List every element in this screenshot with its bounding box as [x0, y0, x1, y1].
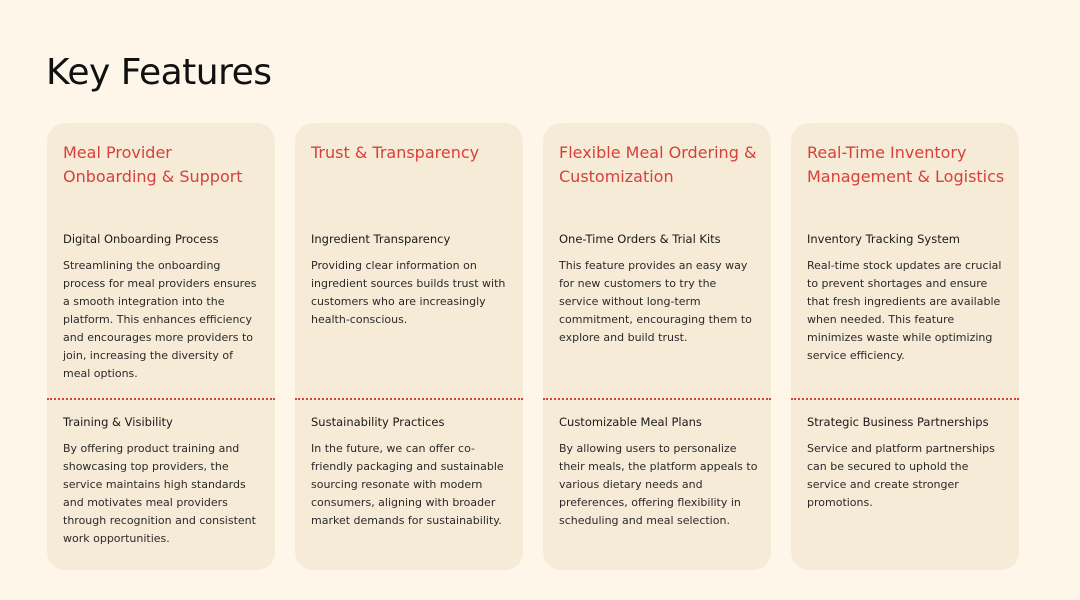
feature-card-trust: [295, 123, 523, 570]
section-text: By offering product training and showcasing top providers, the service maintains high standards and motivates meal providers through recognition and consistent work opportunities.: [63, 442, 256, 545]
feature-section: [559, 414, 759, 530]
section-heading: Training & Visibility: [63, 415, 173, 429]
section-heading: Ingredient Transparency: [311, 232, 451, 246]
section-heading: One-Time Orders & Trial Kits: [559, 232, 721, 246]
card-title: Flexible Meal Ordering & Customization: [559, 143, 757, 186]
card-title: Meal Provider Onboarding & Support: [63, 143, 243, 186]
feature-section: [311, 231, 511, 329]
section-text: Streamlining the onboarding process for meal providers ensures a smooth integration into the platform. This enhances efficiency and encourages more providers to join, increasing the diversity of meal options.: [63, 259, 257, 380]
section-heading: Strategic Business Partnerships: [807, 415, 989, 429]
feature-card-flexible-ordering: [543, 123, 771, 570]
section-heading: Sustainability Practices: [311, 415, 445, 429]
dotted-divider: [47, 398, 275, 400]
section-text: This feature provides an easy way for new customers to try the service without long-term commitment, encouraging them to explore and build trust.: [559, 259, 752, 344]
feature-section: [63, 231, 263, 383]
feature-card-meal-provider: [47, 123, 275, 570]
feature-section: [311, 414, 511, 530]
section-text: In the future, we can offer co-friendly packaging and sustainable sourcing resonate with modern consumers, aligning with broader market demands for sustainability.: [311, 442, 504, 527]
section-heading: Inventory Tracking System: [807, 232, 960, 246]
feature-card-inventory: [791, 123, 1019, 570]
section-text: Providing clear information on ingredient sources builds trust with customers who are increasingly health-conscious.: [311, 259, 506, 326]
feature-section: [559, 231, 759, 347]
page-title: Key Features: [46, 52, 272, 93]
dotted-divider: [791, 398, 1019, 400]
card-title: Real-Time Inventory Management & Logistics: [807, 143, 1005, 186]
dotted-divider: [295, 398, 523, 400]
card-title: Trust & Transparency: [311, 143, 480, 162]
feature-section: [63, 414, 263, 548]
section-text: By allowing users to personalize their meals, the platform appeals to various dietary needs and preferences, offering flexibility in scheduling and meal selection.: [559, 442, 758, 527]
feature-section: [807, 414, 1007, 512]
section-text: Real-time stock updates are crucial to prevent shortages and ensure that fresh ingredients are available when needed. This feature minimizes waste while optimizing service efficiency.: [807, 259, 1002, 362]
feature-cards: [47, 123, 1019, 570]
section-text: Service and platform partnerships can be secured to uphold the service and create stronger promotions.: [807, 442, 995, 509]
section-heading: Digital Onboarding Process: [63, 232, 219, 246]
section-heading: Customizable Meal Plans: [559, 415, 702, 429]
feature-section: [807, 231, 1007, 365]
dotted-divider: [543, 398, 771, 400]
